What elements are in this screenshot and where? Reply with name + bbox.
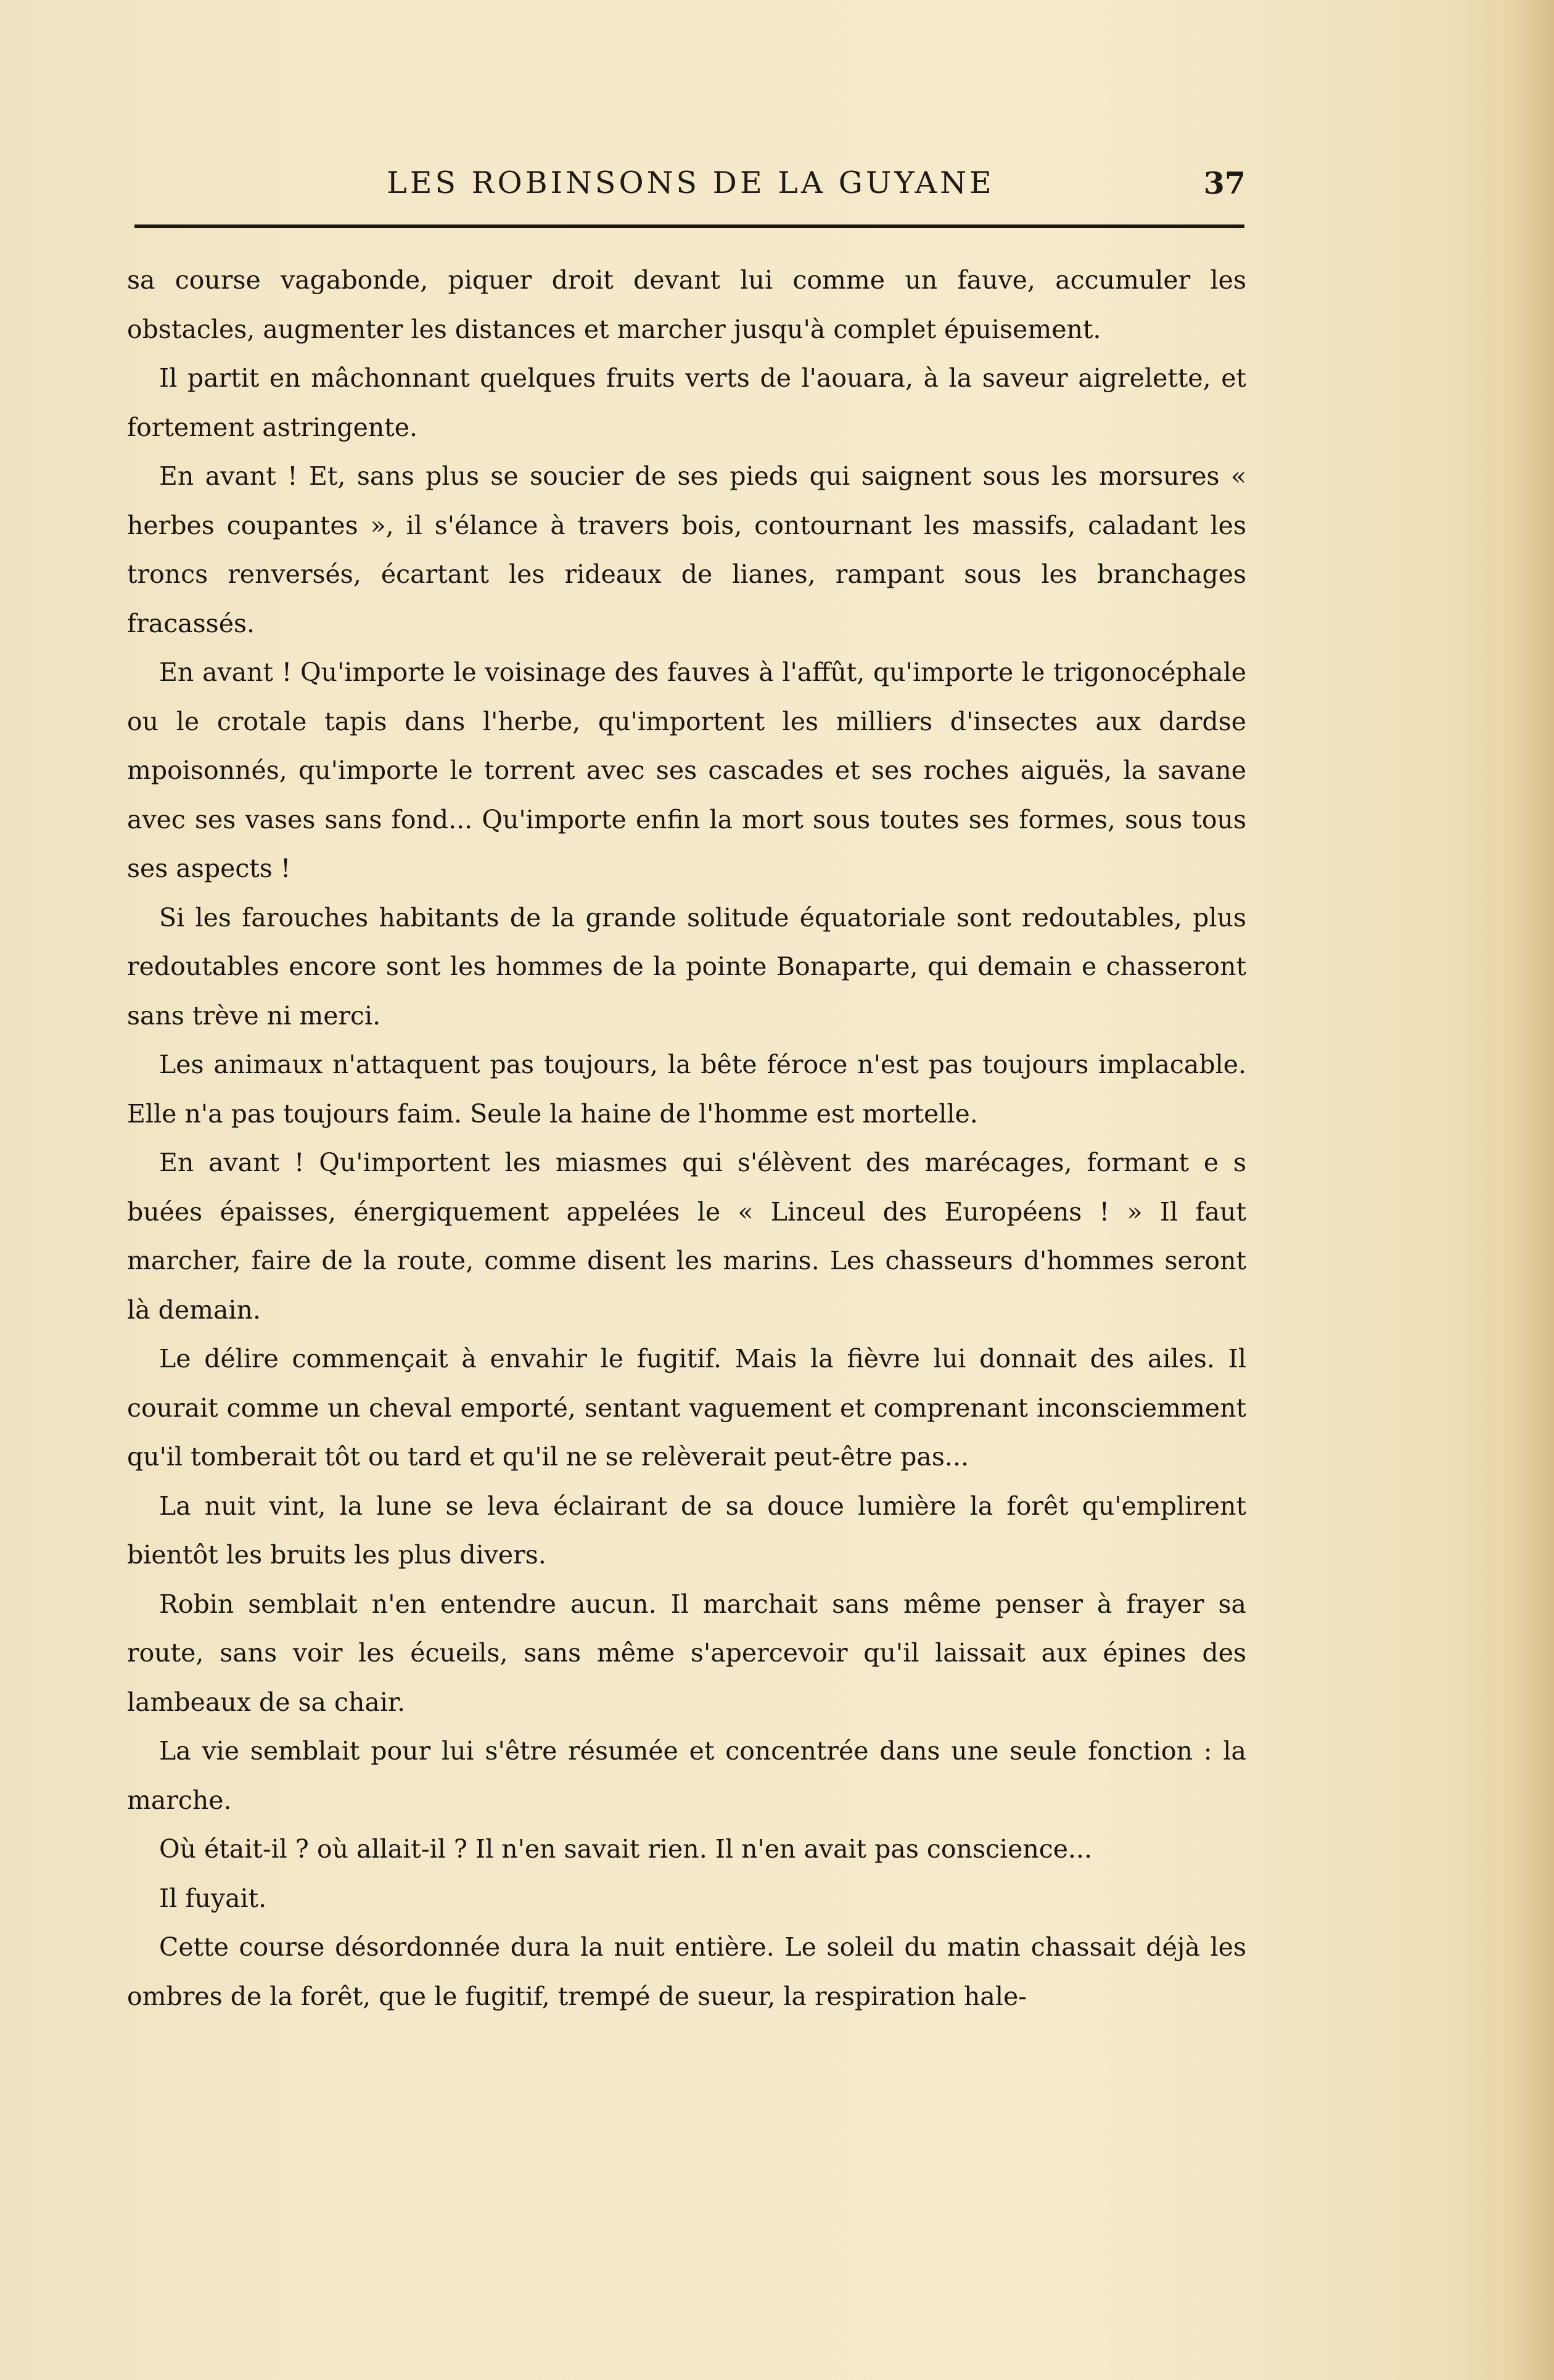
page-edge-shadow	[1511, 0, 1554, 2380]
header-rule	[134, 224, 1244, 228]
paragraph: Cette course désordonnée dura la nuit entière. Le soleil du matin chassait déjà les ombres de la forêt, que le fugitif, trempé de sueur, la respiration hale-	[127, 1932, 1246, 2011]
body-text	[127, 256, 1246, 2021]
paragraph: Si les farouches habitants de la grande solitude équatoriale sont redoutables, plus redoutables encore sont les hommes de la pointe Bonaparte, qui demain e chasseront sans trève ni merci.	[127, 902, 1246, 1031]
paragraph: La vie semblait pour lui s'être résumée et concentrée dans une seule fonction : la marche.	[127, 1736, 1246, 1815]
paragraph: Il partit en mâchonnant quelques fruits verts de l'aouara, à la saveur aigrelette, et fortement astringente.	[127, 363, 1246, 442]
paragraph: En avant ! Qu'importent les miasmes qui s'élèvent des marécages, formant e s buées épaisses, énergiquement appelées le « Linceul des Européens ! » Il faut marcher, faire de la route, comme disent les marins. Les chasseurs d'hommes seront là demain.	[127, 1148, 1246, 1325]
running-title: LES ROBINSONS DE LA GUYANE	[387, 165, 995, 200]
paragraph: En avant ! Et, sans plus se soucier de ses pieds qui saignent sous les morsures « herbes coupantes », il s'élance à travers bois, contournant les massifs, caladant les troncs renversés, écartant les rideaux de lianes, rampant sous les branchages fracassés.	[127, 461, 1246, 638]
paragraph: Les animaux n'attaquent pas toujours, la bête féroce n'est pas toujours implacable. Elle n'a pas toujours faim. Seule la haine de l'homme est mortelle.	[127, 1050, 1246, 1129]
paragraph: Il fuyait.	[159, 1883, 267, 1913]
page-number: 37	[1203, 165, 1246, 201]
page-header	[136, 165, 1246, 215]
paragraph: La nuit vint, la lune se leva éclairant de sa douce lumière la forêt qu'emplirent bientôt les bruits les plus divers.	[127, 1491, 1246, 1570]
paragraph: Robin semblait n'en entendre aucun. Il marchait sans même penser à frayer sa route, sans voir les écueils, sans même s'apercevoir qu'il laissait aux épines des lambeaux de sa chair.	[127, 1589, 1246, 1717]
paragraph: Où était-il ? où allait-il ? Il n'en savait rien. Il n'en avait pas conscience...	[159, 1834, 1093, 1864]
paragraph: En avant ! Qu'importe le voisinage des fauves à l'affût, qu'importe le trigonocéphale ou le crotale tapis dans l'herbe, qu'importent les milliers d'insectes aux dardse mpoisonnés, qu'importe le torrent avec ses cascades et ses roches aiguës, la savane avec ses vases sans fond... Qu'importe enfin la mort sous toutes ses formes, sous tous ses aspects !	[127, 657, 1246, 883]
paragraph: Le délire commençait à envahir le fugitif. Mais la fièvre lui donnait des ailes. Il courait comme un cheval emporté, sentant vaguement et comprenant inconsciemment qu'il tomberait tôt ou tard et qu'il ne se relèverait peut-être pas...	[127, 1344, 1246, 1472]
paragraph: sa course vagabonde, piquer droit devant lui comme un fauve, accumuler les obstacles, augmenter les distances et marcher jusqu'à complet épuisement.	[127, 265, 1246, 344]
